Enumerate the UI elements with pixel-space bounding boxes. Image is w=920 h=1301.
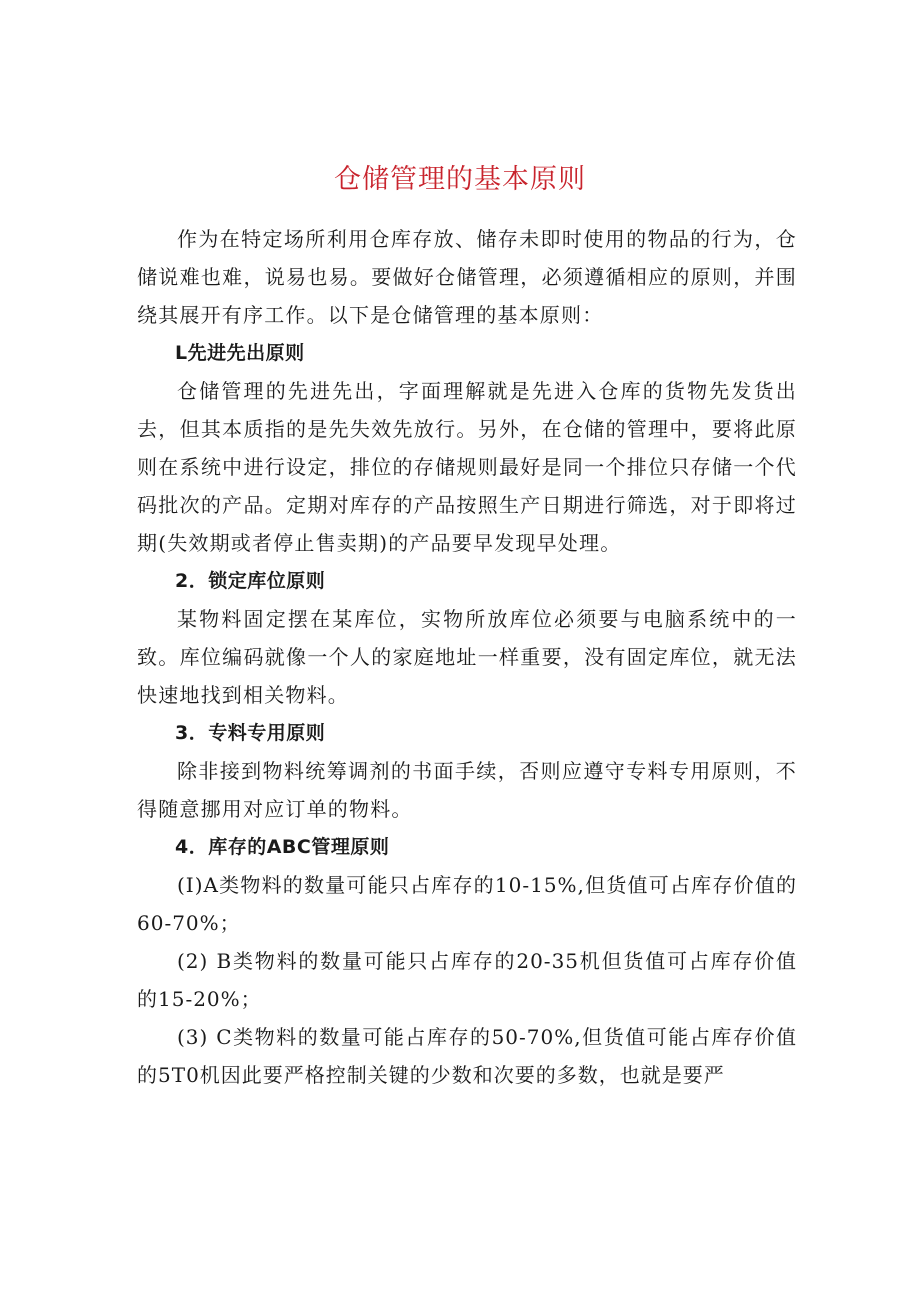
section-heading-dedicated-material: 3．专料专用原则: [175, 722, 326, 744]
abc-item-c: (3) C类物料的数量可能占库存的50-70%,但货值可能占库存价值的5T0机因此要严格控制关键的少数和次要的多数，也就是要严: [137, 1025, 797, 1087]
abc-item-b: (2) B类物料的数量可能只占库存的20-35机但货值可占库存价值的15-20%；: [137, 949, 797, 1011]
abc-item-a: (I)A类物料的数量可能只占库存的10-15%,但货值可占库存价值的60-70%；: [137, 873, 797, 935]
section-heading-fixed-location: 2．锁定库位原则: [175, 570, 326, 592]
page-title: 仓储管理的基本原则: [334, 164, 586, 195]
section-text-dedicated-material: 除非接到物料统筹调剂的书面手续，否则应遵守专料专用原则，不得随意挪用对应订单的物料。: [137, 759, 797, 821]
document-body: [137, 220, 797, 1094]
section-text-fixed-location: 某物料固定摆在某库位，实物所放库位必须要与电脑系统中的一致。库位编码就像一个人的家庭地址一样重要，没有固定库位，就无法快速地找到相关物料。: [137, 607, 797, 707]
section-text-fifo: 仓储管理的先进先出，字面理解就是先进入仓库的货物先发货出去，但其本质指的是先失效先放行。另外，在仓储的管理中，要将此原则在系统中进行设定，排位的存储规则最好是同一个排位只存储一个代码批次的产品。定期对库存的产品按照生产日期进行筛选，对于即将过期(失效期或者停止售卖期)的产品要早发现早处理。: [137, 379, 797, 555]
section-heading-abc: 4．库存的ABC管理原则: [175, 836, 390, 858]
intro-paragraph: 作为在特定场所利用仓库存放、储存未即时使用的物品的行为，仓储说难也难，说易也易。要做好仓储管理，必须遵循相应的原则，并围绕其展开有序工作。以下是仓储管理的基本原则：: [137, 227, 797, 327]
section-heading-fifo: L先进先出原则: [175, 342, 305, 364]
